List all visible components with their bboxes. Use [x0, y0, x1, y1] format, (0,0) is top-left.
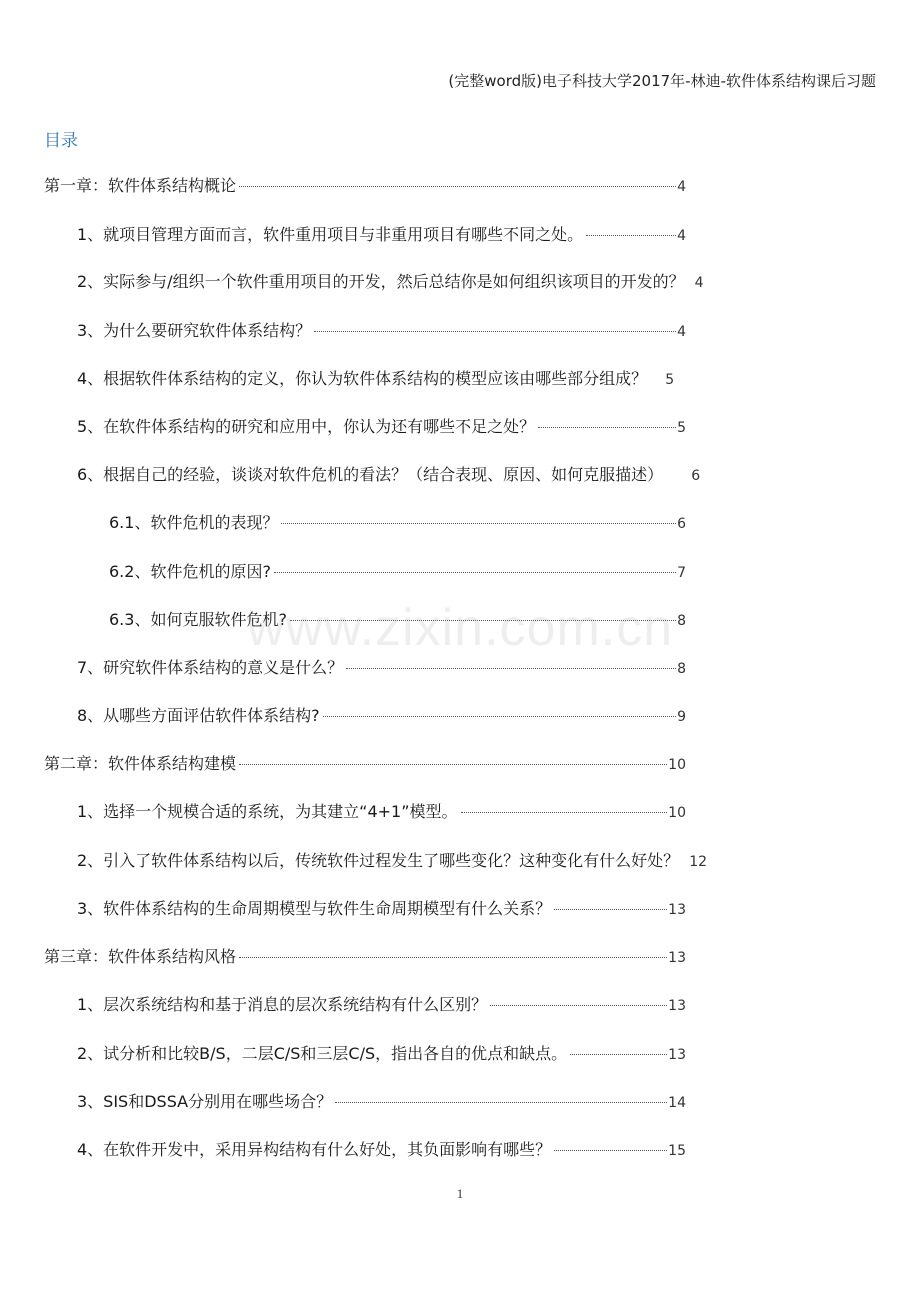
dot-leader — [490, 1005, 667, 1006]
toc-entry[interactable] — [77, 415, 686, 440]
toc-entry-page: 9 — [677, 709, 686, 725]
toc-entry-page: 7 — [677, 565, 686, 581]
toc-entry-page: 4 — [694, 275, 704, 291]
page-number: 1 — [456, 1186, 464, 1201]
toc-entry[interactable] — [77, 1090, 686, 1115]
toc-entry-text: 4、根据软件体系结构的定义，你认为软件体系结构的模型应该由哪些部分组成？ — [77, 369, 648, 388]
dot-leader — [239, 957, 667, 958]
toc-entry-page: 13 — [668, 1047, 686, 1063]
toc-entry[interactable] — [77, 1138, 686, 1163]
toc-entry-text: 6.3、如何克服软件危机? — [109, 610, 287, 629]
dot-leader — [538, 427, 676, 428]
toc-entry-text: 第一章：软件体系结构概论 — [44, 176, 237, 195]
toc-entry-page: 8 — [677, 613, 686, 629]
toc-entry[interactable] — [77, 463, 777, 488]
toc-entry[interactable] — [77, 849, 777, 874]
toc-entry[interactable] — [109, 560, 686, 585]
toc-entry-text: 3、为什么要研究软件体系结构？ — [77, 321, 312, 340]
toc-entry[interactable] — [77, 656, 686, 681]
dot-leader — [335, 1102, 667, 1103]
toc-entry-page: 12 — [689, 854, 708, 870]
watermark: www.zixin.com.cn — [246, 599, 674, 657]
dot-leader — [554, 909, 667, 910]
toc-entry[interactable] — [44, 174, 686, 199]
toc-entry[interactable] — [77, 319, 686, 344]
toc-entry-text: 6.1、软件危机的表现？ — [109, 513, 279, 532]
dot-leader — [274, 572, 676, 573]
toc-entry[interactable] — [77, 704, 686, 729]
dot-leader — [346, 668, 676, 669]
toc-entry-text: 3、SIS和DSSA分别用在哪些场合？ — [77, 1092, 333, 1111]
dot-leader — [461, 812, 668, 813]
toc-entry-page: 4 — [677, 228, 686, 244]
toc-entry-text: 4、在软件开发中，采用异构结构有什么好处，其负面影响有哪些？ — [77, 1140, 552, 1159]
toc-entry-page: 4 — [677, 179, 686, 195]
toc-entry-text: 6、根据自己的经验，谈谈对软件危机的看法？（结合表现、原因、如何克服描述） — [77, 465, 664, 484]
toc-entry-page: 6 — [677, 516, 686, 532]
dot-leader — [239, 764, 667, 765]
toc-entry-page: 10 — [668, 757, 686, 773]
toc-entry-page: 5 — [677, 420, 686, 436]
toc-entry-page: 15 — [668, 1143, 686, 1159]
toc-entry-text: 5、在软件体系结构的研究和应用中，你认为还有哪些不足之处？ — [77, 417, 536, 436]
dot-leader — [290, 620, 676, 621]
dot-leader — [570, 1054, 667, 1055]
toc-entry-page: 13 — [668, 950, 686, 966]
toc-entry[interactable] — [77, 800, 686, 825]
dot-leader — [281, 523, 676, 524]
toc-entry[interactable] — [109, 511, 686, 536]
toc-entry[interactable] — [77, 223, 686, 248]
dot-leader — [314, 331, 676, 332]
toc-entry[interactable] — [44, 945, 686, 970]
toc-title: 目录 — [44, 131, 78, 151]
toc-entry-text: 第三章：软件体系结构风格 — [44, 947, 237, 966]
toc-entry[interactable] — [77, 993, 686, 1018]
toc-entry-text: 6.2、软件危机的原因? — [109, 562, 271, 581]
dot-leader — [239, 186, 676, 187]
toc-entry-text: 1、选择一个规模合适的系统，为其建立“4+1”模型。 — [77, 802, 458, 821]
toc-entry[interactable] — [109, 608, 686, 633]
toc-entry[interactable] — [77, 1042, 686, 1067]
toc-entry-text: 2、引入了软件体系结构以后，传统软件过程发生了哪些变化？这种变化有什么好处？ — [77, 851, 680, 870]
toc-entry-text: 7、研究软件体系结构的意义是什么？ — [77, 658, 344, 677]
toc-entry-page: 13 — [668, 902, 686, 918]
toc-entry-page: 5 — [665, 372, 675, 388]
dot-leader — [323, 716, 676, 717]
toc-entry-text: 3、软件体系结构的生命周期模型与软件生命周期模型有什么关系？ — [77, 899, 552, 918]
toc-entry[interactable] — [77, 270, 777, 295]
toc-entry-text: 2、实际参与/组织一个软件重用项目的开发，然后总结你是如何组织该项目的开发的？ — [77, 272, 685, 291]
toc-entry-page: 8 — [677, 661, 686, 677]
toc-entry-text: 1、就项目管理方面而言，软件重用项目与非重用项目有哪些不同之处。 — [77, 225, 584, 244]
toc-entry-page: 14 — [668, 1095, 686, 1111]
toc-entry-text: 1、层次系统结构和基于消息的层次系统结构有什么区别？ — [77, 995, 488, 1014]
toc-entry[interactable] — [77, 897, 686, 922]
toc-entry-text: 2、试分析和比较B/S，二层C/S和三层C/S，指出各自的优点和缺点。 — [77, 1044, 568, 1063]
toc-entry-page: 13 — [668, 998, 686, 1014]
toc-entry-page: 10 — [668, 805, 686, 821]
toc-entry[interactable] — [44, 752, 686, 777]
toc-entry-page: 4 — [677, 324, 686, 340]
document-header: (完整word版)电子科技大学2017年-林迪-软件体系结构课后习题 — [448, 72, 876, 90]
toc-entry-text: 8、从哪些方面评估软件体系结构? — [77, 706, 320, 725]
dot-leader — [554, 1150, 667, 1151]
dot-leader — [586, 235, 676, 236]
toc-entry-page: 6 — [691, 468, 701, 484]
toc-entry[interactable] — [77, 367, 757, 392]
toc-entry-text: 第二章：软件体系结构建模 — [44, 754, 237, 773]
